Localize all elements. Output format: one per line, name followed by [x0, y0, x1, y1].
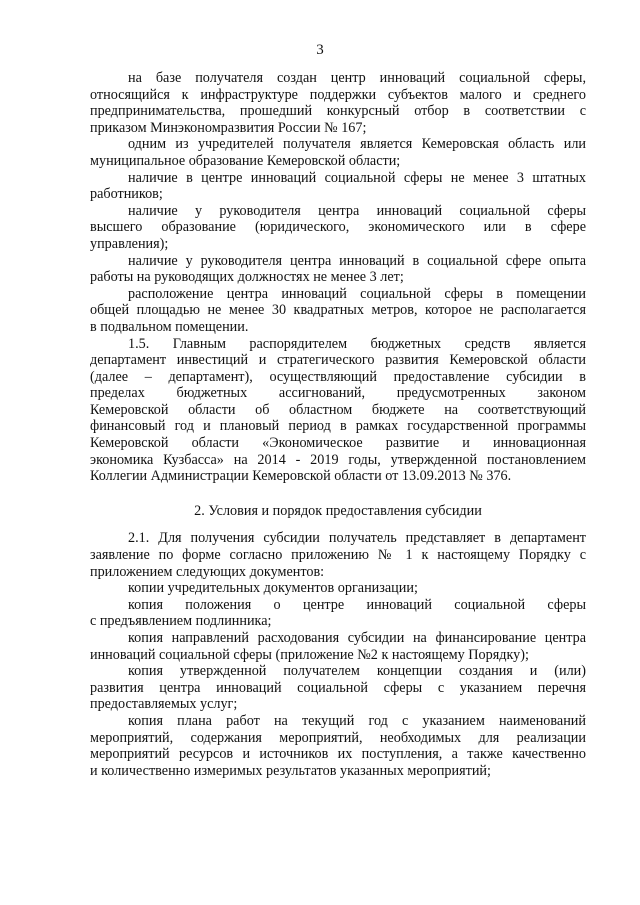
body-part-2 — [90, 530, 586, 779]
text-line: мероприятий ресурсов и источников их поступления, а также качественно — [90, 746, 586, 763]
text-line: работников; — [90, 186, 163, 203]
text-line: инноваций социальной сферы (приложение №2 к настоящему Порядку); — [90, 646, 529, 663]
text-line: копия положения о центре инноваций социальной сферы — [128, 596, 586, 613]
body-part-1 — [90, 70, 586, 485]
text-line: и количественно измеримых результатов указанных мероприятий; — [90, 762, 491, 779]
text-line: муниципальное образование Кемеровской области; — [90, 152, 401, 169]
page-number: 3 — [316, 42, 324, 58]
text-line: на базе получателя создан центр инноваций социальной сферы, — [128, 70, 586, 86]
text-line: расположение центра инноваций социальной сферы в помещении — [128, 285, 586, 302]
text-line: (далее – департамент), осуществляющий предоставление субсидии в — [90, 368, 586, 385]
text-line: относящийся к инфраструктуре поддержки субъектов малого и среднего — [90, 86, 586, 103]
text-line: копия утвержденной получателем концепции создания и (или) — [128, 663, 586, 680]
text-line: копия направлений расходования субсидии на финансирование центра — [128, 630, 586, 646]
document-body — [90, 70, 586, 779]
text-line: экономика Кузбасса» на 2014 - 2019 годы, утвержденной постановлением — [90, 451, 586, 468]
spacer — [90, 519, 586, 530]
text-line: приказом Минэкономразвития России № 167; — [90, 119, 367, 136]
text-line: наличие у руководителя центра инноваций в социальной сфере опыта — [128, 252, 586, 269]
text-line: в подвальном помещении. — [90, 318, 249, 335]
text-line: развития центра инноваций социальной сферы с указанием перечня — [90, 679, 586, 696]
text-line: предоставляемых услуг; — [90, 696, 238, 713]
text-line: пределах бюджетных ассигнований, предусмотренных законом — [90, 385, 586, 402]
text-line: заявление по форме согласно приложению № 1 к настоящему Порядку с — [90, 547, 586, 564]
text-line: предпринимательства, прошедший конкурсный отбор в соответствии с — [90, 103, 586, 120]
text-line: финансовый год и плановый период в рамках государственной программы — [90, 418, 586, 435]
text-line: мероприятий, содержания мероприятий, необходимых для реализации — [90, 729, 586, 746]
text-line: департамент инвестиций и стратегического развития Кемеровской области — [90, 352, 586, 369]
text-line: 1.5. Главным распорядителем бюджетных средств является — [128, 335, 586, 352]
text-line: Кемеровской области об областном бюджете на соответствующий — [90, 401, 586, 418]
text-line: одним из учредителей получателя является Кемеровская область или — [128, 136, 586, 153]
spacer — [90, 485, 586, 503]
text-line: Коллегии Администрации Кемеровской области от 13.09.2013 № 376. — [90, 468, 512, 485]
text-line: работы на руководящих должностях не менее 3 лет; — [90, 269, 404, 286]
text-line: наличие у руководителя центра инноваций социальной сферы — [128, 202, 586, 219]
text-line: 2.1. Для получения субсидии получатель представляет в департамент — [128, 530, 586, 547]
text-line: приложением следующих документов: — [90, 563, 325, 580]
text-line: с предъявлением подлинника; — [90, 613, 272, 630]
text-line: копии учредительных документов организации; — [128, 580, 418, 597]
text-line: высшего образование (юридического, экономического или в сфере — [90, 219, 586, 236]
text-line: копия плана работ на текущий год с указанием наименований — [128, 712, 586, 729]
text-line: Кемеровской области «Экономическое развитие и инновационная — [90, 435, 586, 452]
section-heading: 2. Условия и порядок предоставления субсидии — [194, 502, 482, 519]
text-line: управления); — [90, 235, 169, 252]
text-line: наличие в центре инноваций социальной сферы не менее 3 штатных — [128, 169, 586, 186]
text-line: общей площадью не менее 30 квадратных метров, которое не располагается — [90, 302, 586, 319]
